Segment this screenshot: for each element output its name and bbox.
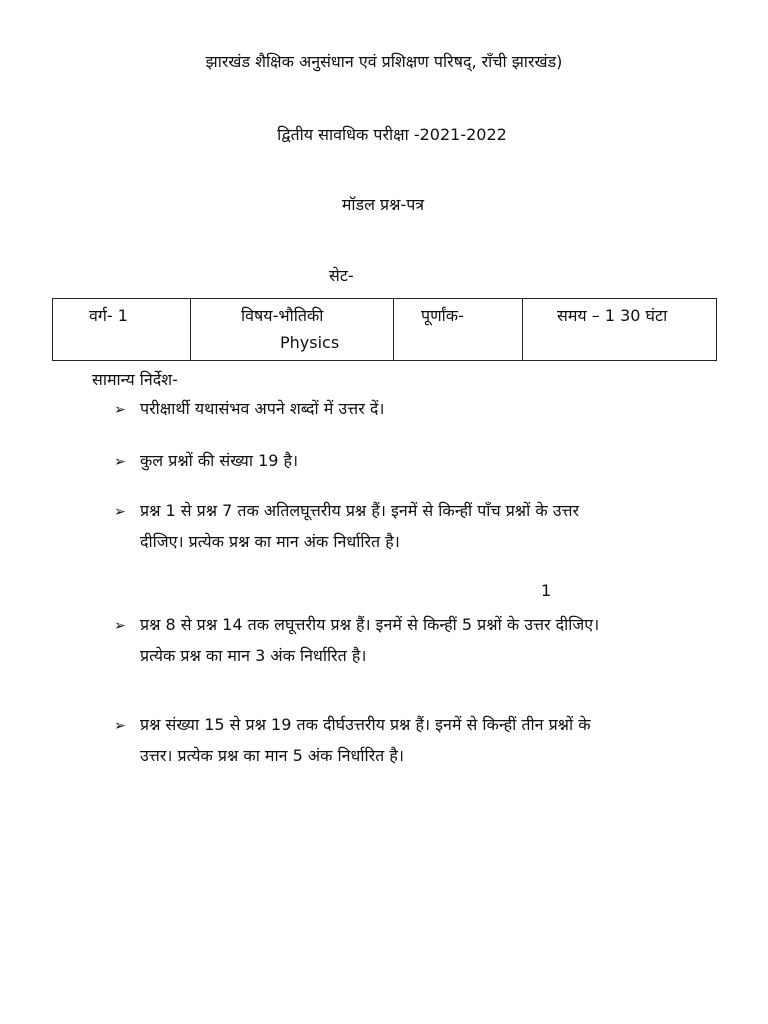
class-label: वर्ग- 1 (89, 306, 128, 325)
floating-mark: 1 (541, 581, 552, 600)
time-label: समय – 1 30 घंटा (557, 306, 668, 325)
instructions-heading: सामान्य निर्देश- (92, 370, 178, 389)
set-label: सेट- (329, 266, 354, 285)
paper-type: मॉडल प्रश्न-पत्र (341, 195, 425, 214)
full-marks-label: पूर्णांक- (421, 306, 464, 325)
instruction-line: प्रश्न 8 से प्रश्न 14 तक लघूत्तरीय प्रश्न हैं। इनमें से किन्हीं 5 प्रश्नों के उत्तर दीजिए। (140, 615, 600, 634)
arrow-bullet-icon: ➢ (114, 718, 126, 734)
instruction-line: दीजिए। प्रत्येक प्रश्न का मान अंक निर्धारित है। (140, 532, 400, 551)
council-title: झारखंड शैक्षिक अनुसंधान एवं प्रशिक्षण परिषद्, राँची झारखंड) (205, 52, 563, 71)
subject-label: विषय-भौतिकी (241, 306, 324, 325)
exam-title: द्वितीय सावधिक परीक्षा -2021-2022 (277, 125, 507, 144)
instruction-line: प्रश्न संख्या 15 से प्रश्न 19 तक दीर्घउत्तरीय प्रश्न हैं। इनमें से किन्हीं तीन प्रश्नों के (140, 715, 591, 734)
instruction-line: परीक्षार्थी यथासंभव अपने शब्दों में उत्तर दें। (140, 399, 385, 418)
instruction-line: उत्तर। प्रत्येक प्रश्न का मान 5 अंक निर्धारित है। (140, 746, 404, 765)
subject-english-label: Physics (280, 333, 340, 352)
arrow-bullet-icon: ➢ (114, 618, 126, 634)
full-marks-cell (394, 299, 523, 361)
exam-info-table (52, 298, 717, 361)
arrow-bullet-icon: ➢ (114, 504, 126, 520)
class-cell (53, 299, 191, 361)
time-cell (523, 299, 717, 361)
instruction-line: प्रश्न 1 से प्रश्न 7 तक अतिलघूत्तरीय प्रश्न हैं। इनमें से किन्हीं पाँच प्रश्नों के उत्तर (140, 501, 580, 520)
arrow-bullet-icon: ➢ (114, 402, 126, 418)
arrow-bullet-icon: ➢ (114, 454, 126, 470)
instruction-line: प्रत्येक प्रश्न का मान 3 अंक निर्धारित है। (140, 646, 367, 665)
instruction-line: कुल प्रश्नों की संख्या 19 है। (140, 451, 299, 470)
subject-cell (191, 299, 394, 361)
